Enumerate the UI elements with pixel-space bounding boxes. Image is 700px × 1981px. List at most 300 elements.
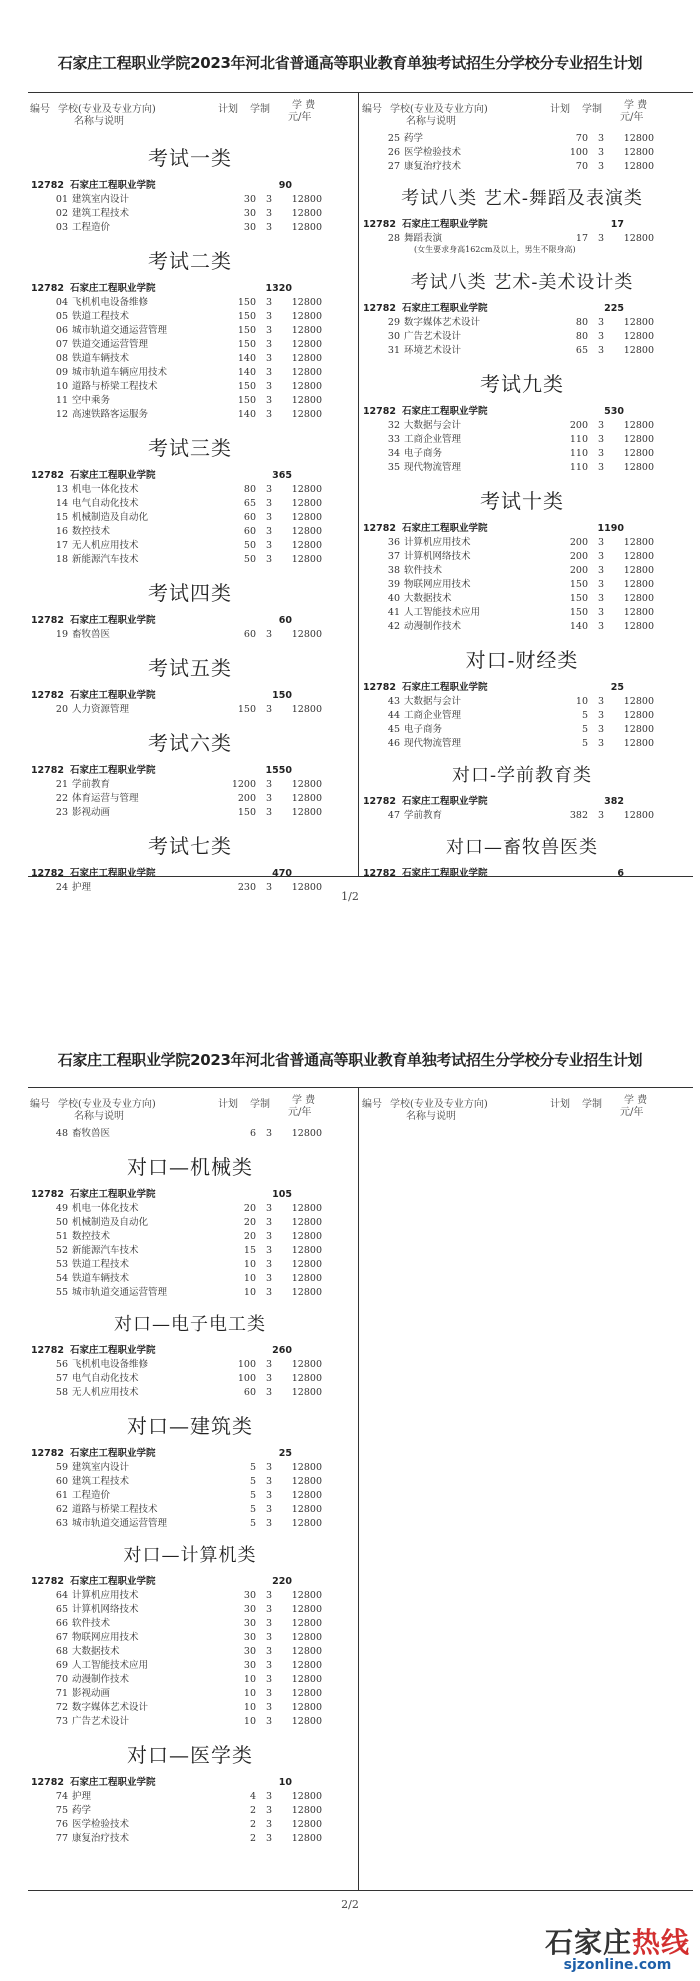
major-name: 铁道交通运营管理: [72, 339, 149, 350]
header-code: 编号: [30, 1099, 50, 1110]
header-plan: 计划: [550, 1099, 570, 1110]
major-number: 71: [55, 1688, 68, 1699]
major-plan: 5: [249, 1518, 256, 1529]
major-row: [30, 776, 350, 790]
major-name: 动漫制作技术: [72, 1674, 130, 1685]
category-heading: 对口-财经类: [465, 648, 579, 672]
major-fee: 12800: [291, 1791, 322, 1802]
major-fee: 12800: [291, 779, 322, 790]
major-plan: 230: [237, 882, 256, 893]
major-row: [30, 1615, 350, 1629]
major-row: [30, 1830, 350, 1844]
major-row: [30, 1788, 350, 1802]
major-plan: 6: [249, 1128, 256, 1139]
major-number: 74: [55, 1791, 68, 1802]
major-fee: 12800: [291, 1833, 322, 1844]
major-row: [30, 495, 350, 509]
major-row: [362, 445, 682, 459]
major-fee: 12800: [291, 807, 322, 818]
major-fee: 12800: [291, 325, 322, 336]
header-fee-unit: 元/年: [288, 112, 312, 123]
school-total: 10: [278, 1777, 292, 1788]
major-fee: 12800: [291, 339, 322, 350]
major-plan: 30: [243, 1590, 256, 1601]
major-fee: 12800: [291, 222, 322, 233]
major-years: 3: [265, 1646, 273, 1657]
major-fee: 12800: [623, 621, 654, 632]
major-fee: 12800: [623, 710, 654, 721]
major-row: [30, 1671, 350, 1685]
major-fee: 12800: [623, 810, 654, 821]
major-plan: 2: [249, 1805, 256, 1816]
watermark-url: sjzonline.com: [563, 1957, 672, 1973]
major-plan: 5: [249, 1504, 256, 1515]
major-plan: 200: [569, 565, 588, 576]
school-total: 105: [272, 1189, 292, 1200]
major-fee: 12800: [291, 1259, 322, 1270]
major-name: 影视动画: [72, 1688, 111, 1699]
major-fee: 12800: [291, 1287, 322, 1298]
major-fee: 12800: [623, 331, 654, 342]
header-code: 编号: [30, 104, 50, 115]
major-years: 3: [597, 710, 605, 721]
major-years: 3: [597, 724, 605, 735]
major-number: 64: [55, 1590, 68, 1601]
major-name: 电气自动化技术: [72, 498, 139, 509]
watermark-brand: 石家庄热线: [544, 1926, 690, 1959]
major-fee: 12800: [623, 420, 654, 431]
major-fee: 12800: [291, 512, 322, 523]
major-fee: 12800: [291, 498, 322, 509]
major-row: [30, 1125, 350, 1139]
school-total: 382: [604, 796, 624, 807]
footer-rule: [28, 1890, 693, 1891]
major-years: 3: [265, 554, 273, 565]
major-plan: 10: [243, 1674, 256, 1685]
major-years: 3: [597, 434, 605, 445]
major-plan: 110: [569, 448, 588, 459]
major-fee: 12800: [623, 537, 654, 548]
major-number: 13: [55, 484, 68, 495]
major-name: 药学: [404, 133, 424, 144]
header-fee-unit: 元/年: [620, 112, 644, 123]
major-number: 04: [55, 297, 68, 308]
major-row: [362, 548, 682, 562]
site-watermark: [545, 1921, 690, 1973]
major-fee: 12800: [291, 1373, 322, 1384]
school-name: 石家庄工程职业学院: [70, 180, 156, 191]
major-plan: 150: [237, 339, 256, 350]
major-plan: 30: [243, 1632, 256, 1643]
admission-note: (女生要求身高162cm及以上，男生不限身高): [414, 245, 576, 254]
school-name: 石家庄工程职业学院: [70, 868, 156, 879]
header-years: 学制: [250, 104, 270, 115]
major-years: 3: [265, 793, 273, 804]
major-fee: 12800: [291, 1273, 322, 1284]
major-years: 3: [265, 367, 273, 378]
major-years: 3: [265, 882, 273, 893]
major-name: 康复治疗技术: [72, 1833, 130, 1844]
school-total: 260: [272, 1345, 292, 1356]
column-divider: [358, 92, 359, 876]
major-years: 3: [597, 551, 605, 562]
school-code: 12782: [30, 1777, 64, 1788]
major-number: 75: [55, 1805, 68, 1816]
major-name: 物联网应用技术: [72, 1632, 139, 1643]
major-plan: 30: [243, 222, 256, 233]
major-years: 3: [265, 1702, 273, 1713]
header-school-sub: 名称与说明: [406, 116, 456, 127]
major-plan: 200: [569, 420, 588, 431]
major-plan: 150: [237, 311, 256, 322]
major-row: [30, 701, 350, 715]
major-row: [30, 350, 350, 364]
major-years: 3: [265, 779, 273, 790]
major-number: 23: [55, 807, 68, 818]
major-fee: 12800: [623, 551, 654, 562]
major-name: 道路与桥梁工程技术: [72, 1504, 158, 1515]
column-divider: [358, 1087, 359, 1890]
major-number: 66: [55, 1618, 68, 1629]
major-years: 3: [265, 1660, 273, 1671]
school-total: 1190: [597, 523, 624, 534]
header-school: 学校(专业及专业方向): [58, 104, 156, 115]
major-fee: 12800: [291, 1819, 322, 1830]
major-row: [30, 1242, 350, 1256]
major-row: [30, 1802, 350, 1816]
school-code: 12782: [30, 868, 64, 879]
major-row: [362, 144, 682, 158]
major-years: 3: [597, 161, 605, 172]
major-number: 06: [55, 325, 68, 336]
major-years: 3: [265, 1518, 273, 1529]
major-number: 05: [55, 311, 68, 322]
school-name: 石家庄工程职业学院: [402, 868, 488, 879]
major-years: 3: [597, 345, 605, 356]
major-row: [30, 1601, 350, 1615]
major-number: 47: [387, 810, 400, 821]
school-code: 12782: [30, 1576, 64, 1587]
major-years: 3: [265, 1490, 273, 1501]
major-row: [362, 721, 682, 735]
major-plan: 17: [575, 233, 588, 244]
major-years: 3: [597, 696, 605, 707]
school-total: 530: [604, 406, 624, 417]
major-number: 30: [387, 331, 400, 342]
major-years: 3: [265, 1476, 273, 1487]
major-fee: 12800: [291, 1604, 322, 1615]
major-row: [30, 1459, 350, 1473]
school-code: 12782: [30, 1345, 64, 1356]
major-number: 34: [387, 448, 400, 459]
major-number: 43: [387, 696, 400, 707]
major-name: 电气自动化技术: [72, 1373, 139, 1384]
major-row: [30, 1356, 350, 1370]
school-total: 220: [272, 1576, 292, 1587]
left-column: [30, 96, 350, 893]
major-plan: 110: [569, 434, 588, 445]
major-number: 54: [55, 1273, 68, 1284]
major-row: [30, 378, 350, 392]
major-name: 工商企业管理: [404, 710, 462, 721]
major-fee: 12800: [291, 1462, 322, 1473]
major-number: 48: [55, 1128, 68, 1139]
category-heading: 考试五类: [148, 656, 232, 680]
major-fee: 12800: [623, 565, 654, 576]
major-plan: 60: [243, 512, 256, 523]
major-plan: 20: [243, 1217, 256, 1228]
major-number: 58: [55, 1387, 68, 1398]
school-code: 12782: [30, 690, 64, 701]
major-fee: 12800: [623, 724, 654, 735]
major-fee: 12800: [623, 607, 654, 618]
major-plan: 30: [243, 194, 256, 205]
major-row: [30, 537, 350, 551]
major-number: 10: [55, 381, 68, 392]
major-number: 56: [55, 1359, 68, 1370]
major-number: 73: [55, 1716, 68, 1727]
major-name: 机电一体化技术: [72, 484, 139, 495]
major-number: 42: [387, 621, 400, 632]
header-fee: 学 费: [624, 1095, 648, 1106]
major-years: 3: [597, 317, 605, 328]
major-row: [30, 551, 350, 565]
major-fee: 12800: [291, 1203, 322, 1214]
major-plan: 150: [569, 579, 588, 590]
school-row: [30, 1342, 350, 1356]
major-fee: 12800: [291, 1128, 322, 1139]
major-number: 45: [387, 724, 400, 735]
major-row: [30, 322, 350, 336]
major-number: 46: [387, 738, 400, 749]
major-name: 护理: [72, 882, 92, 893]
major-number: 39: [387, 579, 400, 590]
major-plan: 10: [243, 1287, 256, 1298]
major-name: 城市轨道交通运营管理: [72, 325, 168, 336]
major-fee: 12800: [291, 1688, 322, 1699]
major-row: [30, 392, 350, 406]
header-fee: 学 费: [292, 1095, 316, 1106]
major-row: [30, 1487, 350, 1501]
major-name: 现代物流管理: [404, 462, 462, 473]
major-fee: 12800: [623, 345, 654, 356]
major-row: [362, 807, 682, 821]
school-name: 石家庄工程职业学院: [402, 796, 488, 807]
major-years: 3: [265, 1819, 273, 1830]
major-fee: 12800: [291, 1476, 322, 1487]
major-years: 3: [265, 1632, 273, 1643]
major-row: [362, 328, 682, 342]
major-number: 24: [55, 882, 68, 893]
major-name: 大数据技术: [72, 1646, 120, 1657]
major-row: [30, 1816, 350, 1830]
school-total: 150: [272, 690, 292, 701]
major-years: 3: [265, 540, 273, 551]
major-name: 软件技术: [72, 1618, 111, 1629]
major-row: [30, 1515, 350, 1529]
major-row: [362, 590, 682, 604]
major-number: 18: [55, 554, 68, 565]
table-header: [30, 1091, 350, 1125]
major-number: 49: [55, 1203, 68, 1214]
major-row: [30, 1587, 350, 1601]
school-row: [30, 1573, 350, 1587]
page-title: 石家庄工程职业学院2023年河北省普通高等职业教育单独考试招生分学校分专业招生计划: [57, 1051, 643, 1069]
major-name: 物联网应用技术: [404, 579, 471, 590]
major-row: [30, 1214, 350, 1228]
major-plan: 140: [237, 353, 256, 364]
major-years: 3: [265, 1590, 273, 1601]
major-plan: 5: [581, 710, 588, 721]
major-fee: 12800: [291, 1618, 322, 1629]
major-plan: 20: [243, 1203, 256, 1214]
major-row: [362, 707, 682, 721]
major-number: 41: [387, 607, 400, 618]
major-years: 3: [265, 1373, 273, 1384]
major-row: [362, 459, 682, 473]
school-name: 石家庄工程职业学院: [402, 303, 488, 314]
school-code: 12782: [30, 180, 64, 191]
major-name: 工商企业管理: [404, 434, 462, 445]
header-years: 学制: [582, 1099, 602, 1110]
major-plan: 80: [575, 331, 588, 342]
major-years: 3: [265, 1128, 273, 1139]
major-fee: 12800: [291, 1217, 322, 1228]
major-name: 舞蹈表演: [404, 233, 443, 244]
school-total: 90: [278, 180, 292, 191]
major-name: 护理: [72, 1791, 92, 1802]
header-plan: 计划: [218, 104, 238, 115]
major-plan: 50: [243, 540, 256, 551]
school-total: 6: [617, 868, 624, 879]
major-number: 38: [387, 565, 400, 576]
major-number: 32: [387, 420, 400, 431]
major-fee: 12800: [623, 161, 654, 172]
major-fee: 12800: [291, 1245, 322, 1256]
major-row: [30, 1256, 350, 1270]
major-name: 人工智能技术应用: [404, 607, 481, 618]
major-fee: 12800: [291, 882, 322, 893]
major-name: 计算机网络技术: [404, 551, 471, 562]
major-fee: 12800: [291, 704, 322, 715]
major-number: 01: [55, 194, 68, 205]
major-number: 57: [55, 1373, 68, 1384]
major-fee: 12800: [291, 1716, 322, 1727]
category-heading: 考试九类: [480, 372, 564, 396]
major-plan: 10: [243, 1702, 256, 1713]
major-number: 68: [55, 1646, 68, 1657]
right-column: [362, 1091, 682, 1125]
school-row: [30, 612, 350, 626]
header-school: 学校(专业及专业方向): [390, 104, 488, 115]
major-name: 影视动画: [72, 807, 111, 818]
major-number: 61: [55, 1490, 68, 1501]
major-name: 新能源汽车技术: [72, 554, 139, 565]
major-plan: 30: [243, 1618, 256, 1629]
major-row: [30, 205, 350, 219]
category-heading: 考试八类 艺术-美术设计类: [410, 272, 634, 293]
major-fee: 12800: [291, 297, 322, 308]
left-column: [30, 1091, 350, 1844]
major-years: 3: [265, 1604, 273, 1615]
school-name: 石家庄工程职业学院: [70, 765, 156, 776]
major-years: 3: [597, 133, 605, 144]
major-row: [30, 790, 350, 804]
major-plan: 150: [237, 807, 256, 818]
major-row: [30, 308, 350, 322]
major-name: 体育运营与管理: [72, 793, 139, 804]
major-row: [30, 1384, 350, 1398]
major-number: 17: [55, 540, 68, 551]
school-name: 石家庄工程职业学院: [70, 1576, 156, 1587]
major-years: 3: [265, 484, 273, 495]
major-number: 35: [387, 462, 400, 473]
school-row: [30, 467, 350, 481]
major-row: [30, 1657, 350, 1671]
major-plan: 140: [569, 621, 588, 632]
major-fee: 12800: [291, 311, 322, 322]
major-years: 3: [597, 448, 605, 459]
category-heading: 考试一类: [148, 146, 232, 170]
major-name: 空中乘务: [72, 395, 111, 406]
page-title: 石家庄工程职业学院2023年河北省普通高等职业教育单独考试招生分学校分专业招生计划: [57, 54, 643, 72]
major-row: [362, 130, 682, 144]
major-plan: 30: [243, 1646, 256, 1657]
major-number: 76: [55, 1819, 68, 1830]
document-page-2: [0, 1030, 700, 1981]
major-name: 计算机网络技术: [72, 1604, 139, 1615]
major-name: 人工智能技术应用: [72, 1660, 149, 1671]
major-row: [362, 618, 682, 632]
major-name: 畜牧兽医: [72, 1128, 111, 1139]
major-row: [30, 523, 350, 537]
major-number: 62: [55, 1504, 68, 1515]
major-years: 3: [265, 1688, 273, 1699]
school-row: [30, 762, 350, 776]
major-name: 医学检验技术: [72, 1819, 130, 1830]
major-number: 40: [387, 593, 400, 604]
major-number: 07: [55, 339, 68, 350]
major-number: 72: [55, 1702, 68, 1713]
header-school: 学校(专业及专业方向): [58, 1099, 156, 1110]
major-plan: 5: [249, 1490, 256, 1501]
major-years: 3: [265, 1231, 273, 1242]
major-number: 14: [55, 498, 68, 509]
major-years: 3: [265, 194, 273, 205]
major-name: 现代物流管理: [404, 738, 462, 749]
header-school-sub: 名称与说明: [74, 116, 124, 127]
major-fee: 12800: [291, 1518, 322, 1529]
major-number: 20: [55, 704, 68, 715]
category-heading: 考试六类: [148, 731, 232, 755]
school-code: 12782: [30, 615, 64, 626]
major-plan: 70: [575, 161, 588, 172]
major-fee: 12800: [623, 593, 654, 604]
major-number: 21: [55, 779, 68, 790]
major-row: [30, 336, 350, 350]
school-code: 12782: [30, 470, 64, 481]
table-header: [362, 96, 682, 130]
school-name: 石家庄工程职业学院: [402, 523, 488, 534]
school-total: 225: [604, 303, 624, 314]
major-row: [30, 219, 350, 233]
major-plan: 200: [237, 793, 256, 804]
major-name: 机电一体化技术: [72, 1203, 139, 1214]
major-fee: 12800: [291, 1632, 322, 1643]
major-name: 高速铁路客运服务: [72, 409, 149, 420]
major-plan: 65: [243, 498, 256, 509]
major-fee: 12800: [623, 434, 654, 445]
